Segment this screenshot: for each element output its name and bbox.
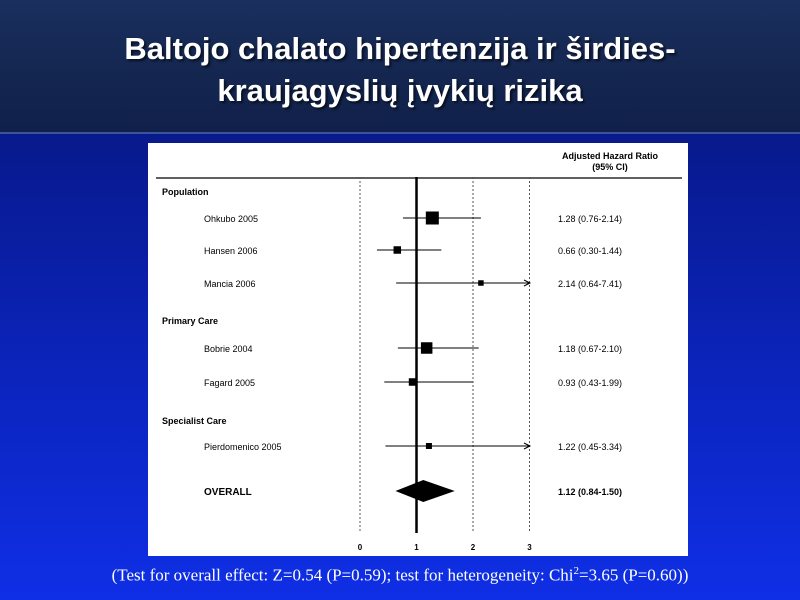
study-ci-text: 0.66 (0.30-1.44)	[558, 246, 623, 256]
study-point	[409, 378, 417, 386]
forest-plot	[148, 143, 688, 556]
study-name: Hansen 2006	[204, 246, 258, 256]
study-name: Mancia 2006	[204, 279, 256, 289]
overall-ci-text: 1.12 (0.84-1.50)	[558, 487, 623, 497]
forest-plot-figure	[148, 143, 688, 556]
group-label: Population	[162, 187, 209, 197]
study-point	[426, 212, 439, 225]
slide-title	[40, 28, 760, 112]
study-ci-text: 2.14 (0.64-7.41)	[558, 279, 623, 289]
column-header-line-1: Adjusted Hazard Ratio	[561, 151, 659, 161]
caption-text: (Test for overall effect: Z=0.54 (P=0.59); test for heterogeneity: Chi	[111, 565, 574, 585]
slide-title-line-2: kraujagyslių įvykių rizika	[217, 73, 583, 108]
study-ci-text: 1.28 (0.76-2.14)	[558, 214, 623, 224]
study-name: Pierdomenico 2005	[204, 442, 282, 452]
study-point	[421, 342, 433, 354]
statistics-caption	[0, 565, 800, 586]
x-tick-label: 1	[414, 543, 419, 552]
x-tick-label: 2	[470, 543, 476, 552]
study-ci-text: 1.22 (0.45-3.34)	[558, 442, 623, 452]
study-name: Fagard 2005	[204, 378, 256, 388]
study-point	[478, 280, 484, 286]
slide-title-line-1: Baltojo chalato hipertenzija ir širdies-	[124, 31, 676, 66]
overall-label: OVERALL	[204, 487, 252, 498]
column-header-line-2: (95% CI)	[592, 162, 628, 172]
group-label: Specialist Care	[162, 416, 227, 426]
group-label: Primary Care	[162, 316, 219, 326]
study-point	[394, 246, 402, 254]
study-ci-text: 1.18 (0.67-2.10)	[558, 344, 623, 354]
caption-superscript: 2	[573, 565, 580, 577]
caption-text-end: =3.65 (P=0.60))	[579, 565, 689, 585]
x-tick-label: 3	[527, 543, 532, 552]
study-ci-text: 0.93 (0.43-1.99)	[558, 378, 623, 388]
study-name: Bobrie 2004	[204, 344, 253, 354]
overall-diamond	[395, 480, 454, 502]
slide-header	[0, 0, 800, 134]
study-name: Ohkubo 2005	[204, 214, 259, 224]
x-tick-label: 0	[357, 543, 363, 552]
study-point	[426, 443, 432, 449]
